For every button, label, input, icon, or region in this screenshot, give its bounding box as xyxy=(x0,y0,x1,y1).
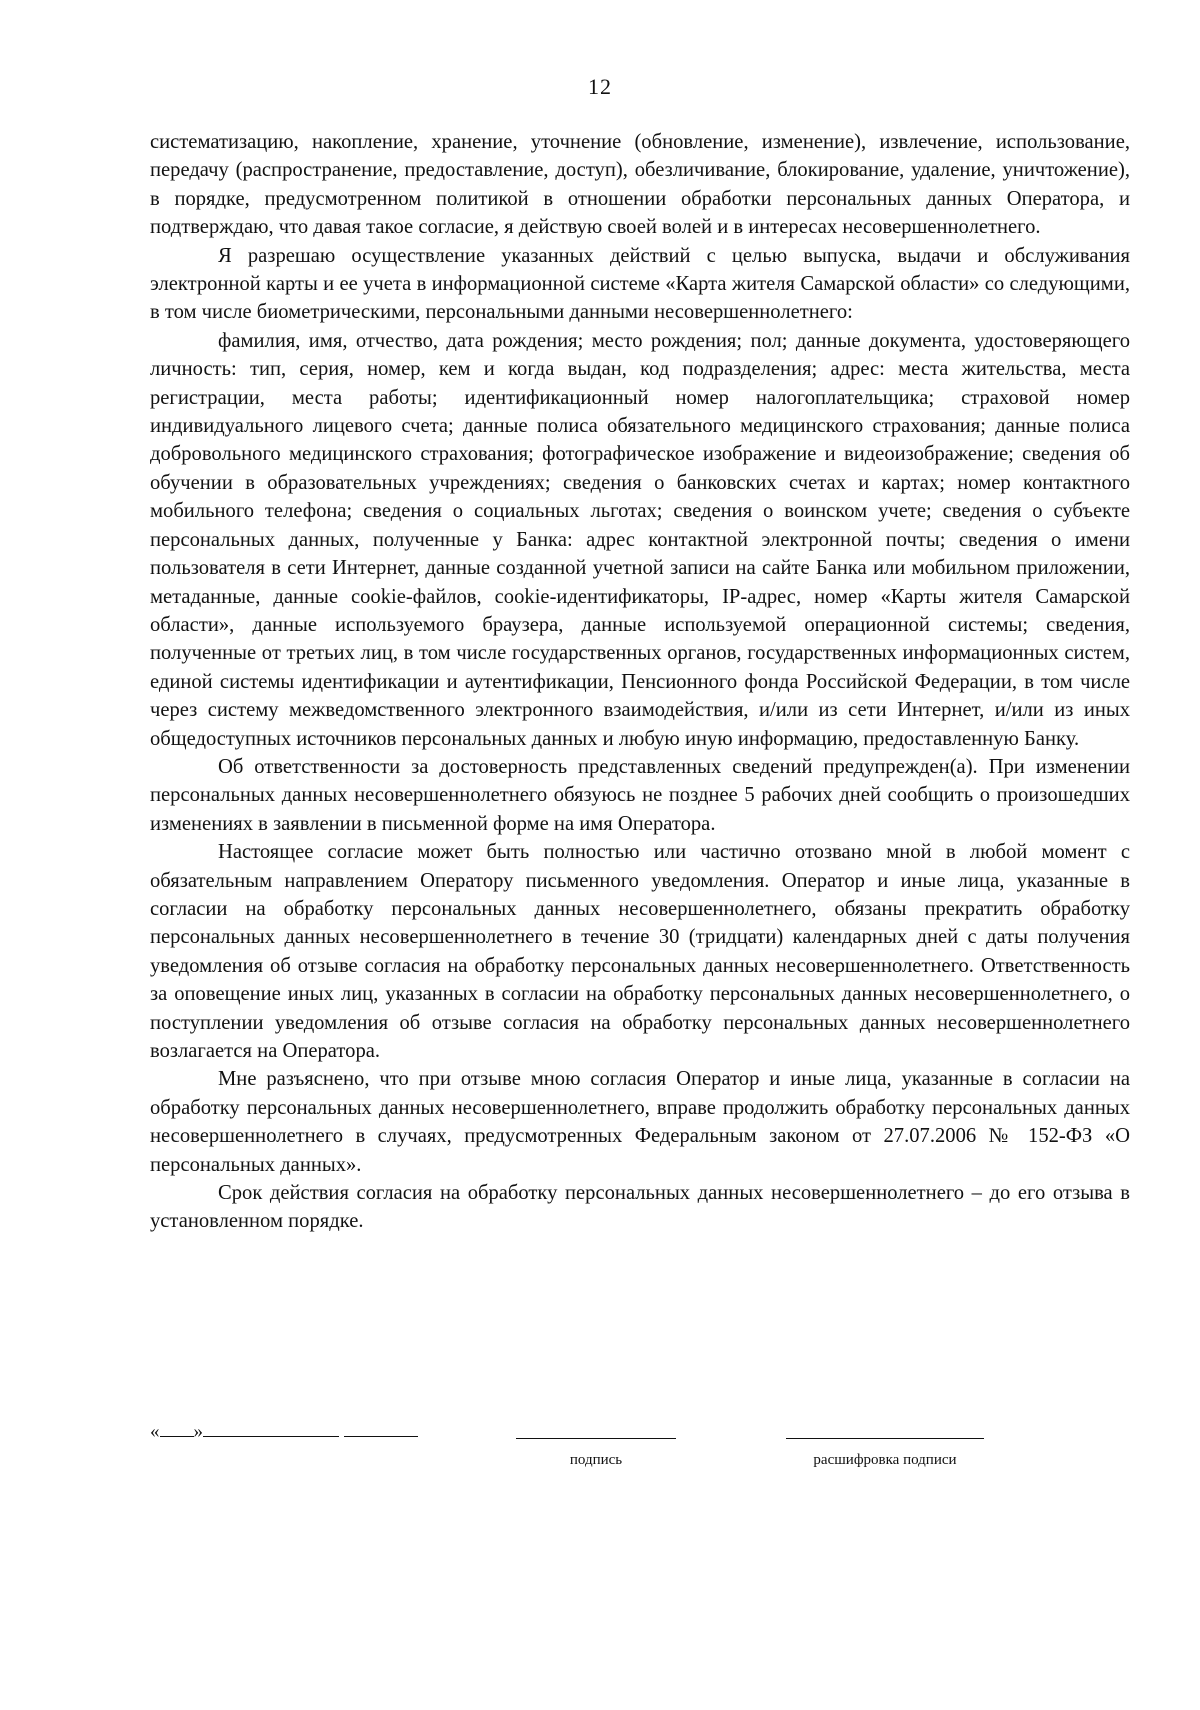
paragraph-responsibility: Об ответственности за достоверность представленных сведений предупрежден(а). При изменении персональных данных несовершеннолетнего обязуюсь не позднее 5 рабочих дней сообщить о произошедших изменениях в заявлении в письменной форме на имя Оператора. xyxy=(150,755,1130,835)
signature-decryption-label: расшифровка подписи xyxy=(813,1452,957,1468)
year-blank-line xyxy=(344,1420,418,1437)
date-open-quote: « xyxy=(150,1421,160,1442)
document-body xyxy=(150,128,1130,1236)
day-blank-line xyxy=(160,1420,194,1437)
paragraph-validity-term: Срок действия согласия на обработку персональных данных несовершеннолетнего – до его отзыва в установленном порядке. xyxy=(150,1182,1130,1233)
month-blank-line xyxy=(203,1420,339,1437)
date-close-quote: » xyxy=(193,1421,203,1442)
signature-line[interactable] xyxy=(516,1438,676,1439)
signature-block xyxy=(150,1420,1130,1480)
paragraph-permission: Я разрешаю осуществление указанных действий с целью выпуска, выдачи и обслуживания электронной карты и ее учета в информационной системе «Карта жителя Самарской области» со следующими, в том числе биометрическими, персональными данными несовершеннолетнего: xyxy=(150,244,1130,324)
signature-decryption-line[interactable] xyxy=(786,1438,984,1439)
signature-label: подпись xyxy=(569,1452,623,1468)
paragraph-revocation: Настоящее согласие может быть полностью или частично отозвано мной в любой момент с обязательным направлением Оператору письменного уведомления. Оператор и иные лица, указанные в согласии на обработку персональных данных несовершеннолетнего, обязаны прекратить обработку персональных данных несовершеннолетнего в течение 30 (тридцати) календарных дней с даты получения уведомления об отзыве согласия на обработку персональных данных несовершеннолетнего. Ответственность за оповещение иных лиц, указанных в согласии на обработку персональных данных несовершеннолетнего, о поступлении уведомления об отзыве согласия на обработку персональных данных несовершеннолетнего возлагается на Оператора. xyxy=(150,841,1130,1062)
paragraph-consent-actions: систематизацию, накопление, хранение, уточнение (обновление, изменение), извлечение, использование, передачу (распространение, предоставление, доступ), обезличивание, блокирование, удаление, уничтожение), в порядке, предусмотренном политикой в отношении обработки персональных данных Оператора, и подтверждаю, что давая такое согласие, я действую своей волей и в интересах несовершеннолетнего. xyxy=(150,131,1130,239)
page-number: 12 xyxy=(588,74,612,99)
date-field[interactable] xyxy=(150,1420,418,1443)
paragraph-data-list: фамилия, имя, отчество, дата рождения; место рождения; пол; данные документа, удостоверяющего личность: тип, серия, номер, кем и когда выдан, код подразделения; адрес: места жительства, места регистрации, места работы; идентификационный номер налогоплательщика; страховой номер индивидуального лицевого счета; данные полиса обязательного медицинского страхования; данные полиса добровольного медицинского страхования; фотографическое изображение и видеоизображение; сведения об обучении в образовательных учреждениях; сведения о банковских счетах и картах; номер контактного мобильного телефона; сведения о социальных льготах; сведения о воинском учете; сведения о субъекте персональных данных, полученные у Банка: адрес контактной электронной почты; сведения о имени пользователя в сети Интернет, данные созданной учетной записи на сайте Банка или мобильном приложении, метаданные, данные cookie-файлов, cookie-идентификаторы, IP-адрес, номер «Карты жителя Самарской области», данные используемого браузера, данные используемой операционной системы; сведения, полученные от третьих лиц, в том числе государственных органов, государственных информационных систем, единой системы идентификации и аутентификации, Пенсионного фонда Российской Федерации, в том числе через систему межведомственного электронного взаимодействия, и/или из сети Интернет, и/или из иных общедоступных источников персональных данных и любую иную информацию, предоставленную Банку. xyxy=(150,329,1130,750)
paragraph-explanation: Мне разъяснено, что при отзыве мною согласия Оператор и иные лица, указанные в согласии на обработку персональных данных несовершеннолетнего, вправе продолжить обработку персональных данных несовершеннолетнего в случаях, предусмотренных Федеральным законом от 27.07.2006 № 152-ФЗ «О персональных данных». xyxy=(150,1068,1130,1176)
